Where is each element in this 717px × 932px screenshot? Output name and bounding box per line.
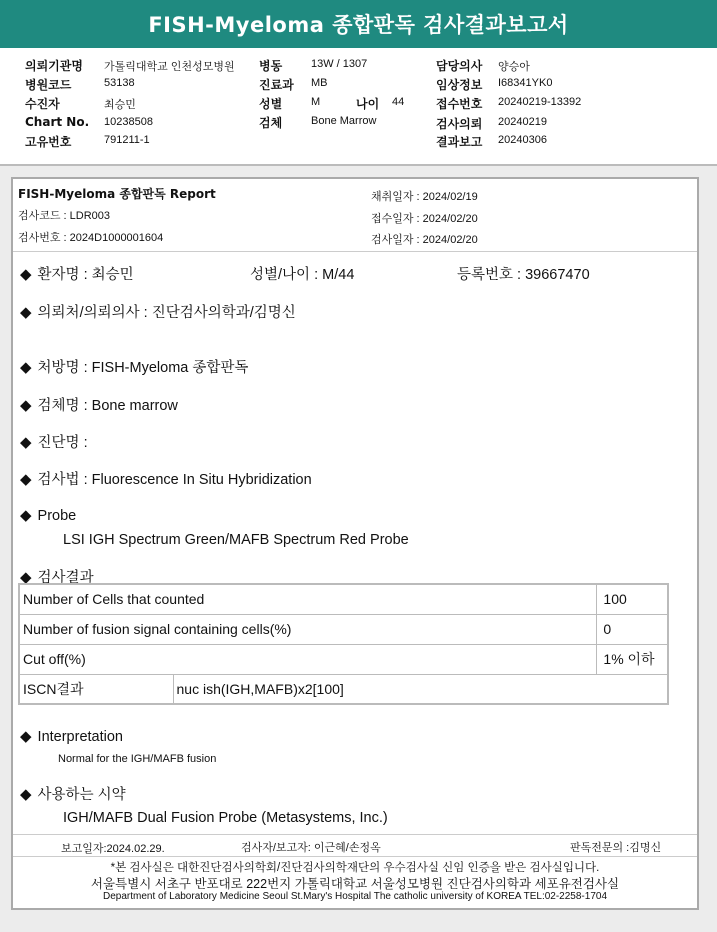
interpretation-value: Normal for the IGH/MAFB fusion xyxy=(58,753,217,765)
department-label: 진료과 xyxy=(259,78,294,92)
result-date-label: 결과보고 xyxy=(436,135,483,149)
test-date: 검사일자 : 2024/02/20 xyxy=(371,234,478,246)
diagnosis: 진단명 : xyxy=(37,435,88,451)
bullet-icon: ◆ xyxy=(20,304,32,321)
chart-no-label: Chart No. xyxy=(25,115,90,129)
patient-header xyxy=(0,48,717,166)
bullet-icon: ◆ xyxy=(20,397,32,414)
report-body xyxy=(11,177,699,910)
bullet-icon: ◆ xyxy=(20,569,32,586)
request-date-value: 20240219 xyxy=(498,116,547,128)
examinee-value: 최승민 xyxy=(104,99,136,111)
certification-note: *본 검사실은 대한진단검사의학회/진단검사의학재단의 우수검사실 신임 인증을 받은 검사실입니다. xyxy=(110,862,600,874)
unique-no-value: 791211-1 xyxy=(104,134,150,146)
collect-date: 채취일자 : 2024/02/19 xyxy=(371,191,478,203)
institution-value: 가톨릭대학교 인천성모병원 xyxy=(104,61,235,73)
examinee-label: 수진자 xyxy=(25,97,60,111)
patient-name: 환자명 : 최승민 xyxy=(37,267,134,283)
receipt-no-label: 접수번호 xyxy=(436,97,483,111)
exam-code: 검사코드 : LDR003 xyxy=(18,210,111,222)
reagent-value: IGH/MAFB Dual Fusion Probe (Metasystems, Inc.) xyxy=(63,810,388,826)
doctor-label: 담당의사 xyxy=(436,59,483,73)
referrer: 의뢰처/의뢰의사 : 진단검사의학과/김명신 xyxy=(37,305,296,321)
hospital-code-label: 병원코드 xyxy=(25,78,72,92)
exam-number: 검사번호 : 2024D1000001604 xyxy=(18,232,164,244)
result-name: Number of fusion signal containing cells(%) xyxy=(19,614,597,644)
report-date: 보고일자:2024.02.29. xyxy=(61,843,165,855)
bullet-icon: ◆ xyxy=(20,728,32,745)
receipt-no-value: 20240219-13392 xyxy=(498,96,582,108)
probe-label: Probe xyxy=(37,508,77,524)
sex-age: 성별/나이 : M/44 xyxy=(250,267,355,283)
bullet-icon: ◆ xyxy=(20,359,32,376)
examiner: 검사자/보고자: 이근혜/손정옥 xyxy=(241,842,381,854)
chart-no-value: 10238508 xyxy=(104,116,153,128)
prescription: 처방명 : FISH-Myeloma 종합판독 xyxy=(37,360,249,376)
ward-value: 13W / 1307 xyxy=(311,58,368,70)
sex-value: M xyxy=(311,96,321,108)
bullet-icon: ◆ xyxy=(20,786,32,803)
specimen-name: 검체명 : Bone marrow xyxy=(37,398,178,414)
iscn-label: ISCN결과 xyxy=(19,674,173,704)
report-title: FISH-Myeloma 종합판독 검사결과보고서 xyxy=(0,0,717,48)
table-row xyxy=(19,614,668,644)
interpretation-label: Interpretation xyxy=(37,729,123,745)
doctor-value: 양승아 xyxy=(498,61,530,73)
specimen-label: 검체 xyxy=(259,116,283,130)
registration-no: 등록번호 : 39667470 xyxy=(457,267,590,283)
table-row xyxy=(19,584,668,614)
receive-date: 접수일자 : 2024/02/20 xyxy=(371,213,478,225)
result-value: 0 xyxy=(597,614,668,644)
institution-label: 의뢰기관명 xyxy=(25,59,83,73)
clinical-info-label: 임상정보 xyxy=(436,78,483,92)
reagent-label: 사용하는 시약 xyxy=(37,787,126,803)
method: 검사법 : Fluorescence In Situ Hybridization xyxy=(37,472,312,488)
specialist: 판독전문의 :김명신 xyxy=(570,842,662,854)
lab-address: 서울특별시 서초구 반포대로 222번지 가톨릭대학교 서울성모병원 진단검사의학과 세포유전검사실 xyxy=(90,877,620,891)
bullet-icon: ◆ xyxy=(20,471,32,488)
result-label: 검사결과 xyxy=(37,570,94,586)
specimen-value: Bone Marrow xyxy=(311,115,377,127)
result-name: Number of Cells that counted xyxy=(19,584,597,614)
unique-no-label: 고유번호 xyxy=(25,135,72,149)
bullet-icon: ◆ xyxy=(20,507,32,524)
department-info: Department of Laboratory Medicine Seoul St.Mary's Hospital The catholic university of KOREA TEL:02-2258-1704 xyxy=(102,891,608,902)
report-subtitle: FISH-Myeloma 종합판독 Report xyxy=(18,187,216,201)
result-value: 1% 이하 xyxy=(597,644,668,674)
table-row xyxy=(19,644,668,674)
sex-label: 성별 xyxy=(259,97,283,111)
result-name: Cut off(%) xyxy=(19,644,597,674)
result-date-value: 20240306 xyxy=(498,134,547,146)
result-value: 100 xyxy=(597,584,668,614)
hospital-code-value: 53138 xyxy=(104,77,135,89)
table-row xyxy=(19,674,668,704)
clinical-info-value: I68341YK0 xyxy=(498,77,553,89)
age-label: 나이 xyxy=(356,97,380,111)
bullet-icon: ◆ xyxy=(20,434,32,451)
result-table xyxy=(18,583,669,705)
iscn-value: nuc ish(IGH,MAFB)x2[100] xyxy=(173,674,668,704)
probe-value: LSI IGH Spectrum Green/MAFB Spectrum Red Probe xyxy=(63,532,409,548)
request-date-label: 검사의뢰 xyxy=(436,117,483,131)
ward-label: 병동 xyxy=(259,59,283,73)
age-value: 44 xyxy=(392,96,405,108)
bullet-icon: ◆ xyxy=(20,266,32,283)
department-value: MB xyxy=(311,77,328,89)
